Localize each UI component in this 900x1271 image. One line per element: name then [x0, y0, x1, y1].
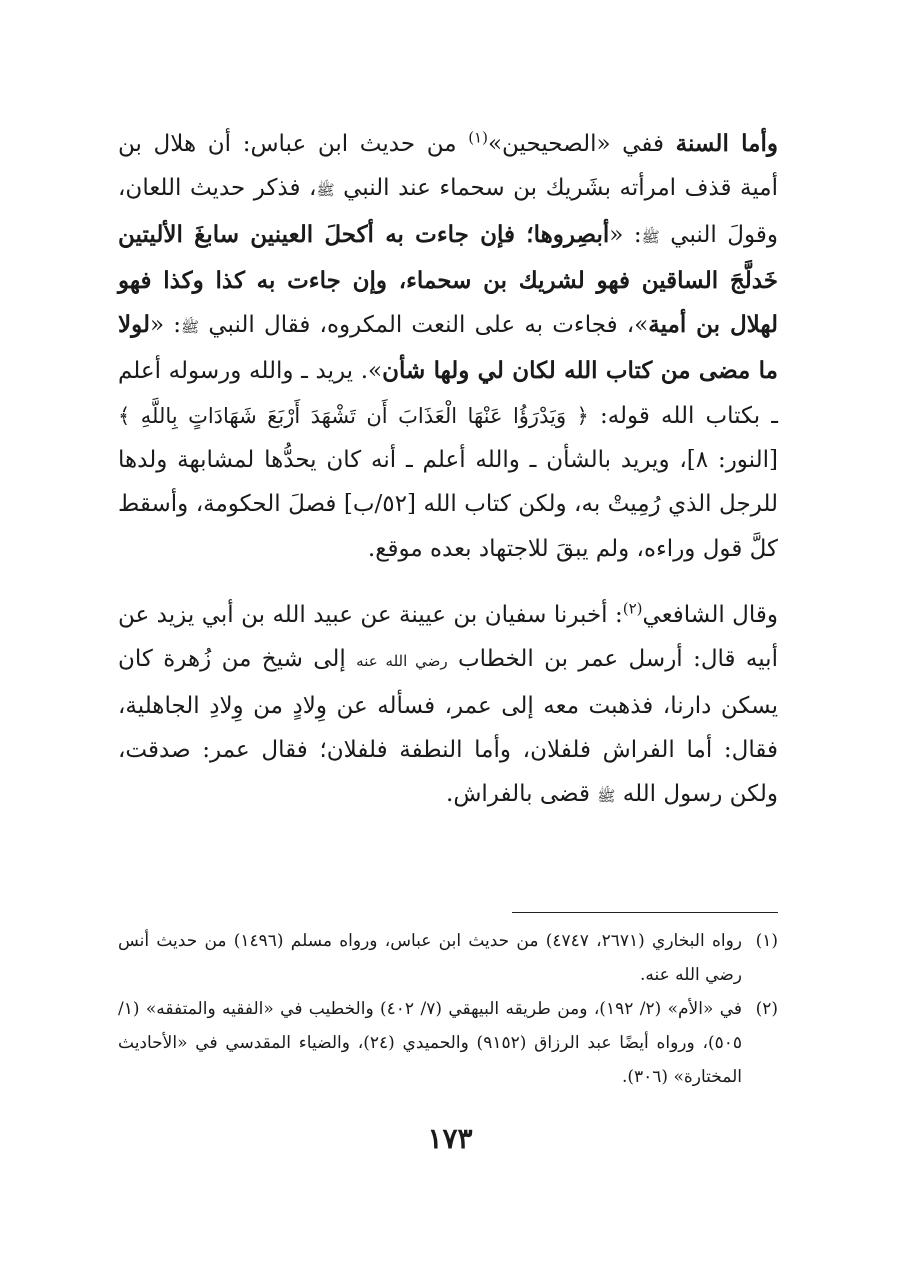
footnote-ref-1: (١)	[468, 128, 488, 147]
hadith-quote: لولا ما مضى من كتاب الله لكان لي ولها شأن	[118, 311, 778, 385]
salutation-glyph: ﷺ	[597, 787, 616, 806]
footnote-divider	[512, 912, 778, 913]
salutation-glyph: ﷺ	[181, 318, 200, 337]
text-run: وقال الشافعي	[642, 601, 778, 628]
quran-verse: ﴿ وَيَدْرَؤُا عَنْهَا الْعَذَابَ أَن تَشْهَدَ أَرْبَعَ شَهَادَاتٍ بِاللَّهِ ﴾	[118, 403, 589, 428]
footnote-ref-2: (٢)	[622, 599, 643, 618]
main-text	[118, 122, 778, 818]
text-run: : أخبرنا سفيان بن عيينة عن عبيد الله بن أبي يزيد عن أبيه قال: أرسل عمر بن الخطاب	[118, 601, 778, 673]
salutation-glyph: ﷺ	[316, 181, 335, 200]
salutation-glyph: ﷺ	[641, 227, 660, 246]
page-number: ١٧٣	[427, 1122, 473, 1155]
text-run: ». يريد ـ والله ورسوله أعلم ـ بكتاب الله قوله:	[118, 358, 779, 429]
footnote-number: (٢)	[755, 999, 778, 1019]
text-run: [النور: ٨]، ويريد بالشأن ـ والله أعلم ـ أنه كان يحدُّها لمشابهة ولدها للرجل الذي رُمِيتْ به، ولكن كتاب الله [٥٢/ب] فصلَ الحكومة، وأسقط كلَّ قول وراءه، ولم يبقَ للاجتهاد بعده موقع.	[118, 447, 778, 562]
text-run: قضى بالفراش.	[446, 781, 598, 808]
text-run: إلى شيخ من زُهرة كان يسكن دارنا، فذهبت معه إلى عمر، فسأله عن وِلادٍ من وِلادِ الجاهلية، فقال: أما الفراش فلفلان، وأما النطفة فلفلان؛ فقال عمر: صدقت، ولكن رسول الله	[118, 646, 778, 808]
paragraph-1	[118, 122, 778, 571]
text-run: من حديث ابن عباس: أن هلال بن أمية قذف امرأته بشَريك بن سحماء عند النبي	[118, 131, 778, 202]
section-heading: وأما السنة	[675, 130, 778, 157]
text-run: »، فجاءت به على النعت المكروه، فقال النبي	[199, 312, 649, 339]
footnote-text: في «الأم» (٢/ ١٩٢)، ومن طريقه البيهقي (٧/ ٤٠٢) والخطيب في «الفقيه والمتفقه» (١/ ٥٠٥)، ورواه أيضًا عبد الرزاق (٩١٥٢) والحميدي (٢٤)، والضياء المقدسي في «الأحاديث المختارة» (٣٠٦).	[118, 999, 743, 1087]
text-run: : «	[150, 312, 182, 339]
honorific-glyph: رضي الله عنه	[356, 652, 448, 671]
text-run: ، فذكر حديث اللعان، وقولَ النبي	[118, 175, 778, 248]
footnotes	[118, 924, 778, 1094]
hadith-quote: أبصِروها؛ فإن جاءت به أكحلَ العينين سابغَ الأليتين خَدلَّجَ الساقين فهو لشريك بن سحماء، وإن جاءت به كذا وكذا فهو لهلال بن أمية	[118, 220, 779, 339]
footnote-1	[118, 924, 778, 992]
footnote-2	[118, 992, 778, 1094]
paragraph-2	[118, 593, 778, 818]
text-run: : «	[609, 221, 642, 248]
footnote-text: رواه البخاري (٢٦٧١، ٤٧٤٧) من حديث ابن عباس، ورواه مسلم (١٤٩٦) من حديث أنس رضي الله عنه.	[118, 931, 743, 985]
text-run: ففي «الصحيحين»	[487, 131, 676, 157]
footnote-number: (١)	[755, 931, 778, 951]
